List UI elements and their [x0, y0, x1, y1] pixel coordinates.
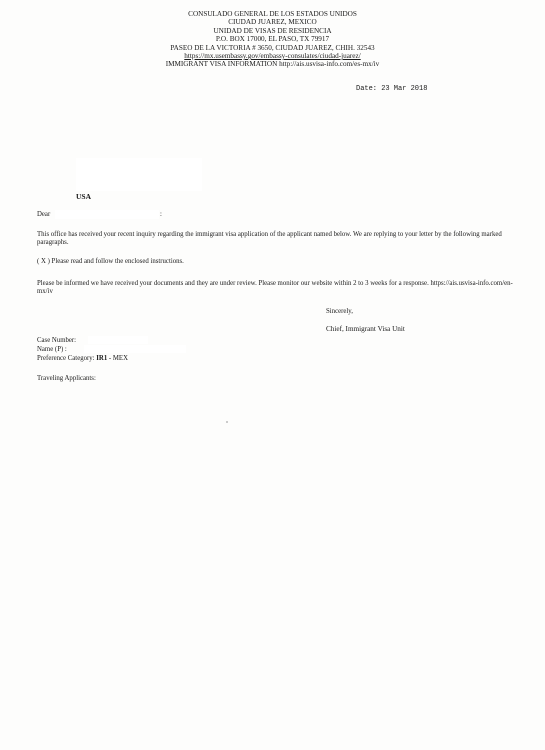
closing-sincerely: Sincerely,: [326, 308, 353, 315]
paper-speck: [226, 421, 228, 423]
preference-suffix: - MEX: [107, 355, 128, 362]
preference-category: [37, 355, 128, 363]
paragraph-documents-review: Please be informed we have received your documents and they are under review. Please monitor our website within 2 to 3 weeks for a response. https://ais.usvisa-info.com/en-mx/iv: [37, 280, 513, 296]
paragraph-inquiry: This office has received your recent inquiry regarding the immigrant visa application of the applicant named below. We are replying to your letter by the following marked paragraphs.: [37, 231, 502, 247]
checkbox-mark: ( X ): [37, 258, 50, 265]
preference-code: IR1: [96, 355, 108, 362]
closing-signature: Chief, Immigrant Visa Unit: [326, 325, 405, 333]
iv-info-line: IMMIGRANT VISA INFORMATION http://ais.usvisa-info.com/es-mx/iv: [165, 60, 380, 69]
embassy-link[interactable]: https://mx.usembassy.gov/embassy-consulates/ciudad-juarez/: [184, 52, 361, 61]
preference-category-label: Preference Category:: [37, 355, 95, 362]
recipient-country: USA: [76, 192, 92, 201]
header-line-city: CIUDAD JUAREZ, MEXICO: [228, 18, 317, 27]
redacted-case-number: [88, 336, 148, 344]
traveling-applicants-label: Traveling Applicants:: [37, 375, 96, 382]
header-line-consulate: CONSULADO GENERAL DE LOS ESTADOS UNIDOS: [188, 10, 357, 18]
header-line-po-box: P.O. BOX 17000, EL PASO, TX 79917: [215, 35, 330, 44]
salutation-colon: :: [160, 211, 162, 218]
salutation: [37, 211, 50, 219]
applicant-name-label: Name (P) :: [37, 346, 67, 353]
salutation-dear: Dear: [37, 211, 51, 218]
header-line-unit: UNIDAD DE VISAS DE RESIDENCIA: [213, 26, 332, 35]
header-line-address: PASEO DE LA VICTORIA # 3650, CIUDAD JUAREZ, CHIH. 32543: [170, 43, 375, 52]
redacted-recipient-address: [76, 158, 202, 191]
consulate-header: [110, 10, 435, 69]
redacted-applicant-name: [84, 345, 186, 353]
letter-date: Date: 23 Mar 2018: [356, 85, 428, 93]
redacted-recipient-name: [55, 210, 159, 219]
case-number-label: Case Number:: [37, 337, 77, 344]
checkbox-instruction-text: Please read and follow the enclosed instructions.: [51, 258, 184, 265]
marked-paragraph: [37, 258, 184, 266]
